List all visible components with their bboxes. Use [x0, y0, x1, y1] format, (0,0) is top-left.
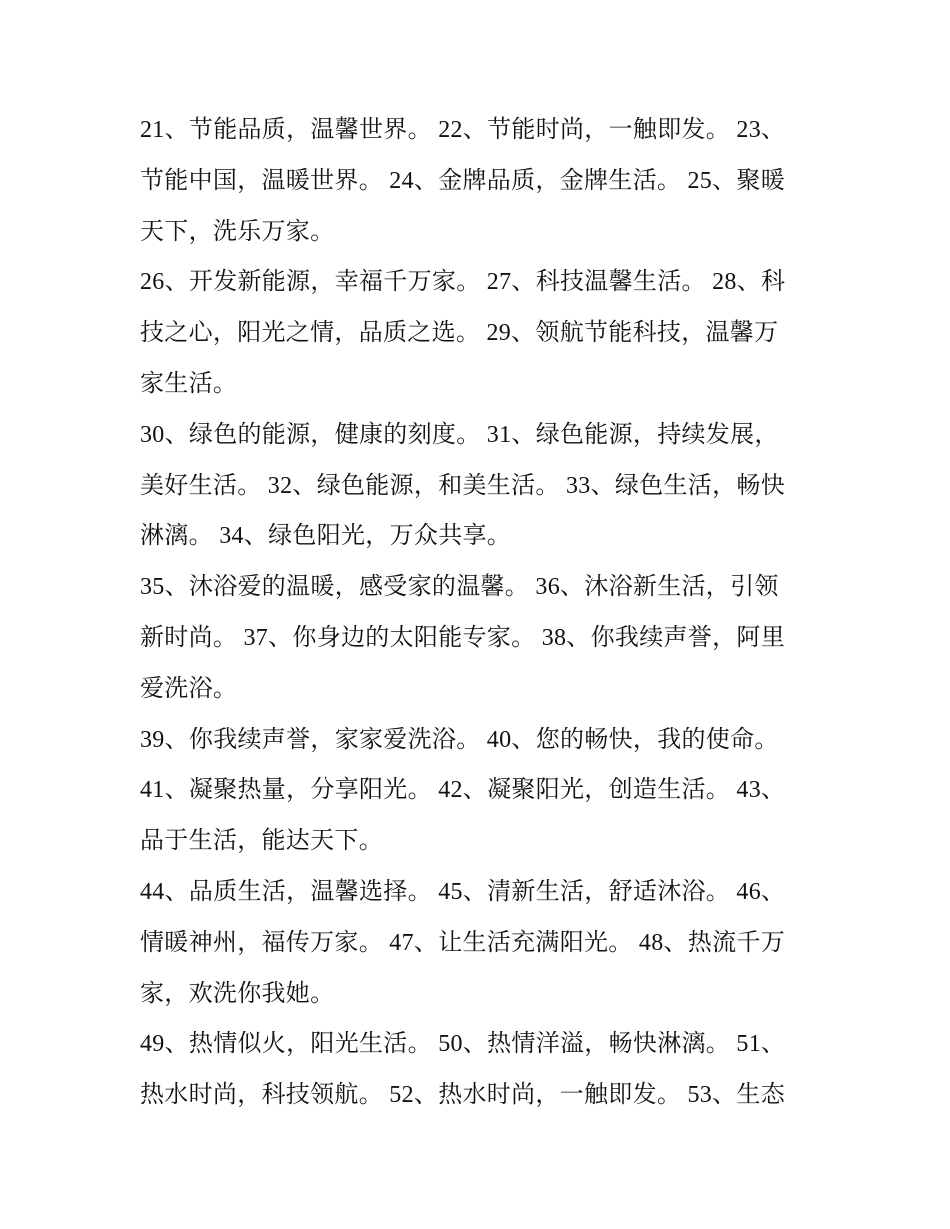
text-line: 41、凝聚热量，分享阳光。 42、凝聚阳光，创造生活。 43、	[140, 777, 786, 804]
text-line: 21、节能品质，温馨世界。 22、节能时尚，一触即发。 23、	[140, 117, 786, 143]
text-line: 品于生活，能达天下。	[140, 828, 383, 855]
text-line: 30、绿色的能源，健康的刻度。 31、绿色能源，持续发展，	[140, 421, 779, 448]
text-line: 49、热情似火，阳光生活。 50、热情洋溢，畅快淋漓。 51、	[140, 1031, 786, 1058]
text-line: 新时尚。 37、你身边的太阳能专家。 38、你我续声誉，阿里	[140, 625, 785, 651]
text-line: 35、沐浴爱的温暖，感受家的温馨。 36、沐浴新生活，引领	[140, 574, 779, 601]
text-line: 39、你我续声誉，家家爱洗浴。 40、您的畅快，我的使命。	[140, 726, 779, 753]
text-line: 热水时尚，科技领航。 52、热水时尚，一触即发。 53、生态	[140, 1082, 785, 1109]
text-line: 情暖神州，福传万家。 47、让生活充满阳光。 48、热流千万	[140, 929, 785, 956]
text-line: 44、品质生活，温馨选择。 45、清新生活，舒适沐浴。 46、	[140, 879, 786, 905]
text-line: 家，欢洗你我她。	[140, 980, 335, 1007]
text-line: 淋漓。 34、绿色阳光，万众共享。	[140, 523, 512, 550]
text-line: 爱洗浴。	[140, 675, 238, 702]
text-line: 家生活。	[140, 371, 238, 397]
text-line: 26、开发新能源，幸福千万家。 27、科技温馨生活。 28、科	[140, 269, 786, 296]
text-line: 美好生活。 32、绿色能源，和美生活。 33、绿色生活，畅快	[140, 472, 785, 499]
text-line: 天下，洗乐万家。	[140, 218, 335, 245]
text-line: 技之心，阳光之情，品质之选。 29、领航节能科技，温馨万	[140, 320, 779, 347]
text-line: 节能中国，温暖世界。 24、金牌品质，金牌生活。 25、聚暖	[140, 167, 785, 194]
